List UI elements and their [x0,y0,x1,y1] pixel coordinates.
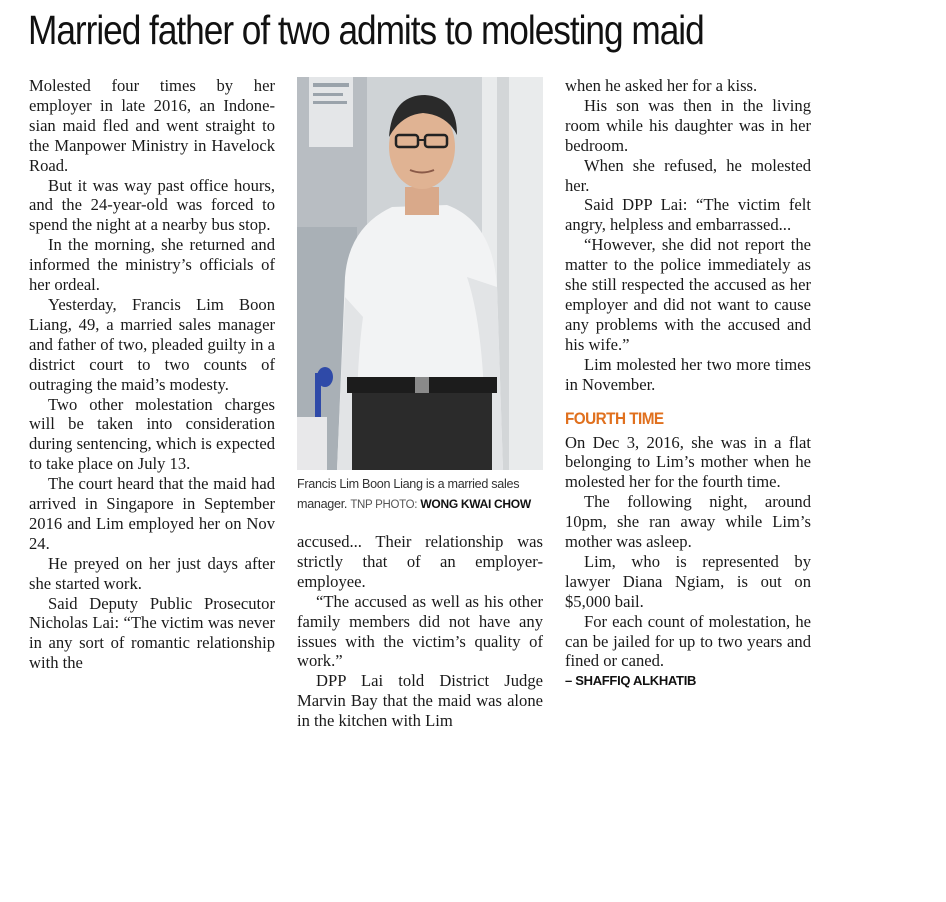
article-column-2 [297,532,543,731]
paragraph: The following night, around 10pm, she ran away while Lim’s mother was asleep. [565,492,811,552]
paragraph: Lim molested her two more times in November. [565,354,811,394]
paragraph: But it was way past office hours, and the 24-year-old was forced to spend the night at a nearby bus stop. [29,175,275,235]
paragraph: Molested four times by her employer in late 2016, an Indonesian maid fled and went straight to the Manpower Ministry in Havelock Road. [29,76,275,175]
photo-credit-label: TNP PHOTO: [350,499,418,511]
paragraph: On Dec 3, 2016, she was in a flat belonging to Lim’s mother when he molested her for the fourth time. [565,432,811,492]
photo-caption [297,474,547,515]
paragraph: when he asked her for a kiss. [565,76,758,95]
headline: Married father of two admits to molesting maid [28,7,704,53]
paragraph: Said DPP Lai: “The victim felt angry, helpless and embarrassed... [565,195,811,235]
section-subhead: FOURTH TIME [565,408,664,428]
byline: – SHAFFIQ ALKHATIB [565,673,697,689]
article-column-3 [565,76,811,691]
paragraph: accused... Their relationship was strictly that of an employer-employee. [297,532,543,591]
paragraph: The court heard that the maid had arrived in Singapore in September 2016 and Lim employed her on Nov 24. [29,474,275,553]
paragraph: Lim, who is represented by lawyer Diana Ngiam, is out on $5,000 bail. [565,551,811,611]
news-photo [297,77,543,470]
paragraph: His son was then in the living room while his daughter was in her bedroom. [565,95,811,155]
paragraph: Two other molestation charges will be taken into consideration during sentencing, which is expected to take place on July 13. [29,394,275,474]
paragraph: Said Deputy Public Prosecutor Nicholas Lai: “The victim was never in any sort of romantic relationship with the [29,593,275,673]
paragraph: DPP Lai told District Judge Marvin Bay that the maid was alone in the kitchen with Lim [297,671,543,731]
photo-credit-name: WONG KWAI CHOW [420,497,531,511]
article-column-1 [29,76,275,673]
paragraph: “The accused as well as his other family members did not have any issues with the victim’s quality of work.” [297,591,543,671]
caption-text: Francis Lim Boon Liang is a married sales manager. [297,477,520,511]
paragraph: When she refused, he molested her. [565,155,811,195]
paragraph: He preyed on her just days after she started work. [29,553,275,593]
man-portrait-illustration [297,77,543,470]
paragraph: For each count of molestation, he can be jailed for up to two years and fined or caned. [565,611,811,671]
paragraph: “However, she did not report the matter to the police immediately as she still respected the accused as her employer and did not want to cause any problems with the accused and his wife.” [565,235,811,354]
paragraph: In the morning, she returned and informed the ministry’s officials of her ordeal. [29,235,275,295]
paragraph: Yesterday, Francis Lim Boon Liang, 49, a married sales manager and father of two, pleaded guilty in a district court to two counts of outraging the maid’s modesty. [29,294,275,394]
